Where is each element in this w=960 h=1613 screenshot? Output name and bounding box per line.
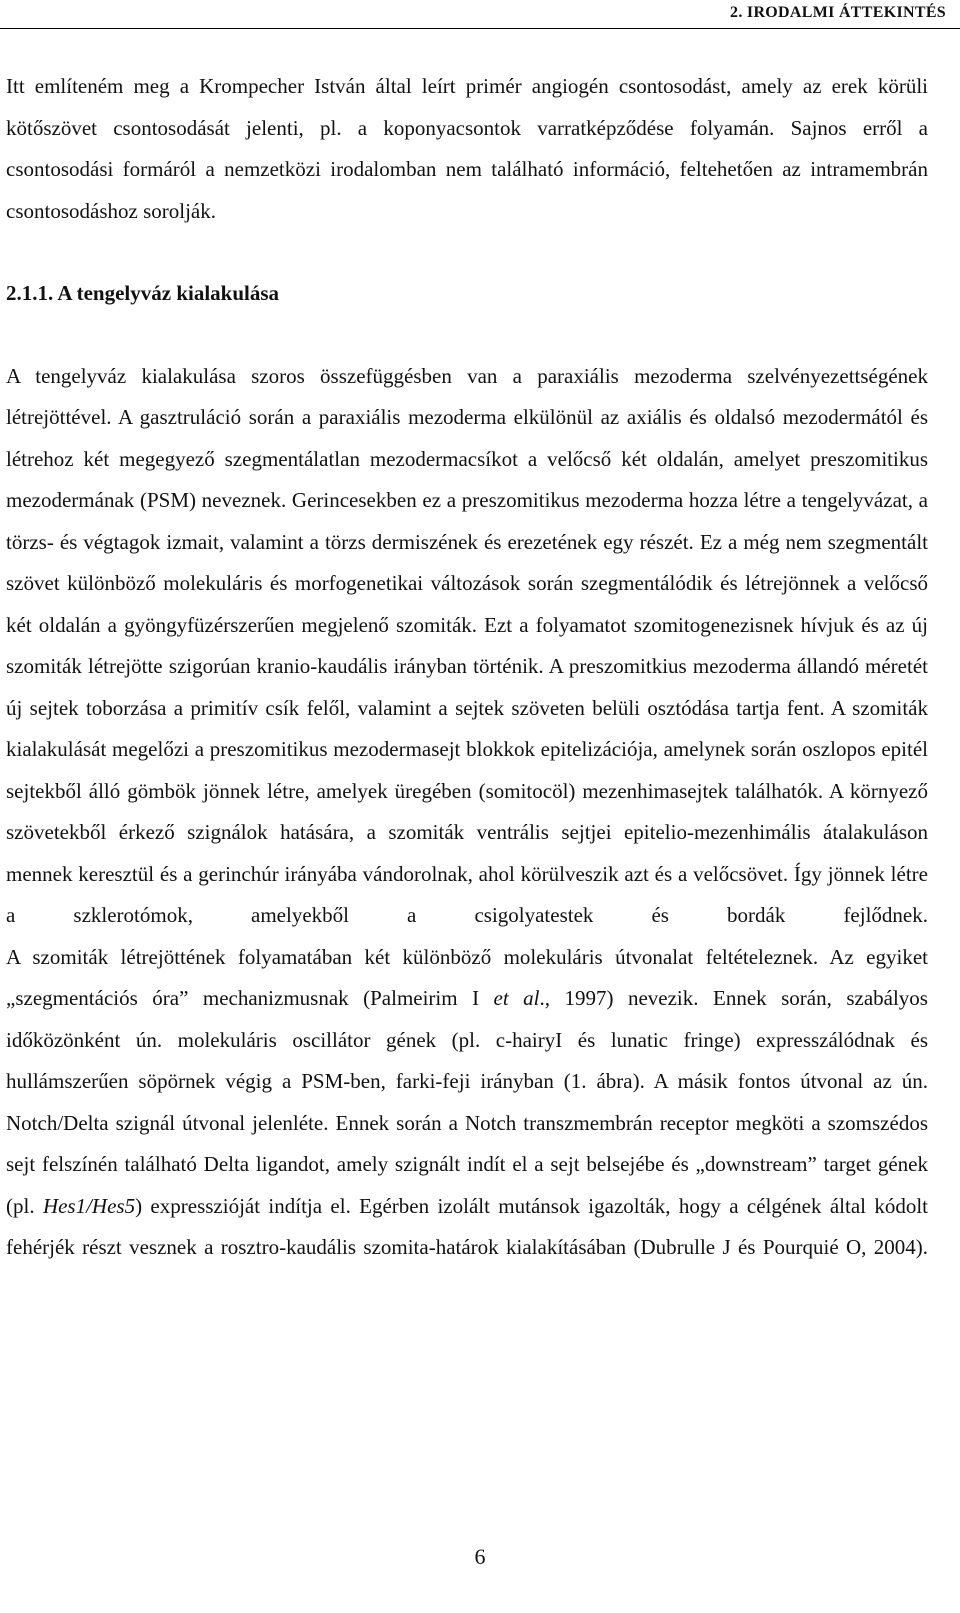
italic-et-al: et al <box>493 986 540 1010</box>
page-body <box>6 66 928 1269</box>
page-header <box>0 0 960 30</box>
section-heading <box>6 232 928 356</box>
header-divider <box>0 28 960 29</box>
paragraph-text: ., 1997) nevezik. Ennek során, szabályos időközönként ún. molekuláris oscillátor gének (pl. c-hairyI és lunatic fringe) expresszálódnak és hullámszerűen söpörnek végig a PSM-ben, farki-feji irányban (1. ábra). A másik fontos útvonal az ún. Notch/Delta szignál útvonal jelenléte. Ennek során a Notch transzmembrán receptor megköti a szomszédos sejt felszínén található Delta ligandot, amely szignált indít el a sejt belsejébe és „downstream” target gének (pl. <box>6 986 928 1218</box>
paragraph-molekularis-utvonalak <box>6 937 928 1269</box>
section-title: A tengelyváz kialakulása <box>57 281 280 305</box>
paragraph-text: A szomiták létrejöttének folyamatában két különböző molekuláris útvonalat feltételeznek. Az egyiket „szegmentációs óra” mechanizmusnak (Palmeirim I <box>6 944 928 1010</box>
section-number: 2.1.1. <box>6 281 54 305</box>
paragraph-text: ) expresszióját indítja el. Egérben izolált mutánsok igazolták, hogy a célgének által kódolt fehérjék részt vesznek a rosztro-kaudális szomita-határok kialakításában (Dubrulle J és Pourquié O, 2004). <box>6 1193 929 1259</box>
page-number: 6 <box>474 1544 486 1569</box>
italic-gene-names: Hes1/Hes5 <box>42 1193 136 1218</box>
paragraph-tengelyvaz: A tengelyváz kialakulása szoros összefüggésben van a paraxiális mezoderma szelvényezettségének létrejöttével. A gasztruláció során a paraxiális mezoderma elkülönül az axiális és oldalsó mezodermától és létrehoz két megegyező szegmentálatlan mezodermacsíkot a velőcső két oldalán, amelyet preszomitikus mezodermának (PSM) neveznek. Gerincesekben ez a preszomitikus mezoderma hozza létre a tengelyvázat, a törzs- és végtagok izmait, valamint a törzs dermiszének és erezetének egy részét. Ez a még nem szegmentált szövet különböző molekuláris és morfogenetikai változások során szegmentálódik és létrejönnek a velőcső két oldalán a gyöngyfüzérszerűen megjelenő szomiták. Ezt a folyamatot szomitogenezisnek hívjuk és az új szomiták létrejötte szigorúan kranio-kaudális irányban történik. A preszomitkius mezoderma állandó méretét új sejtek toborzása a primitív csík felől, valamint a sejtek szöveten belüli osztódása tartja fent. A szomiták kialakulását megelőzi a preszomitikus mezodermasejt blokkok epitelizációja, amelynek során oszlopos epitél sejtekből álló gömbök jönnek létre, amelyek üregében (somitocöl) mezenhimasejtek találhatók. A környező szövetekből érkező szignálok hatására, a szomiták ventrális sejtjei epitelio-mezenhimális átalakuláson mennek keresztül és a gerinchúr irányába vándorolnak, ahol körülveszik azt és a velőcsövet. Így jönnek létre a szklerotómok, amelyekből a csigolyatestek és bordák fejlődnek. <box>6 363 928 927</box>
intro-paragraph: Itt említeném meg a Krompecher István által leírt primér angiogén csontosodást, amely az erek körüli kötőszövet csontosodását jelenti, pl. a koponyacsontok varratképződése folyamán. Sajnos erről a csontosodási formáról a nemzetközi irodalomban nem található információ, feltehetően az intramembrán csontosodáshoz sorolják. <box>6 74 928 223</box>
running-header-title: 2. IRODALMI ÁTTEKINTÉS <box>730 4 946 21</box>
